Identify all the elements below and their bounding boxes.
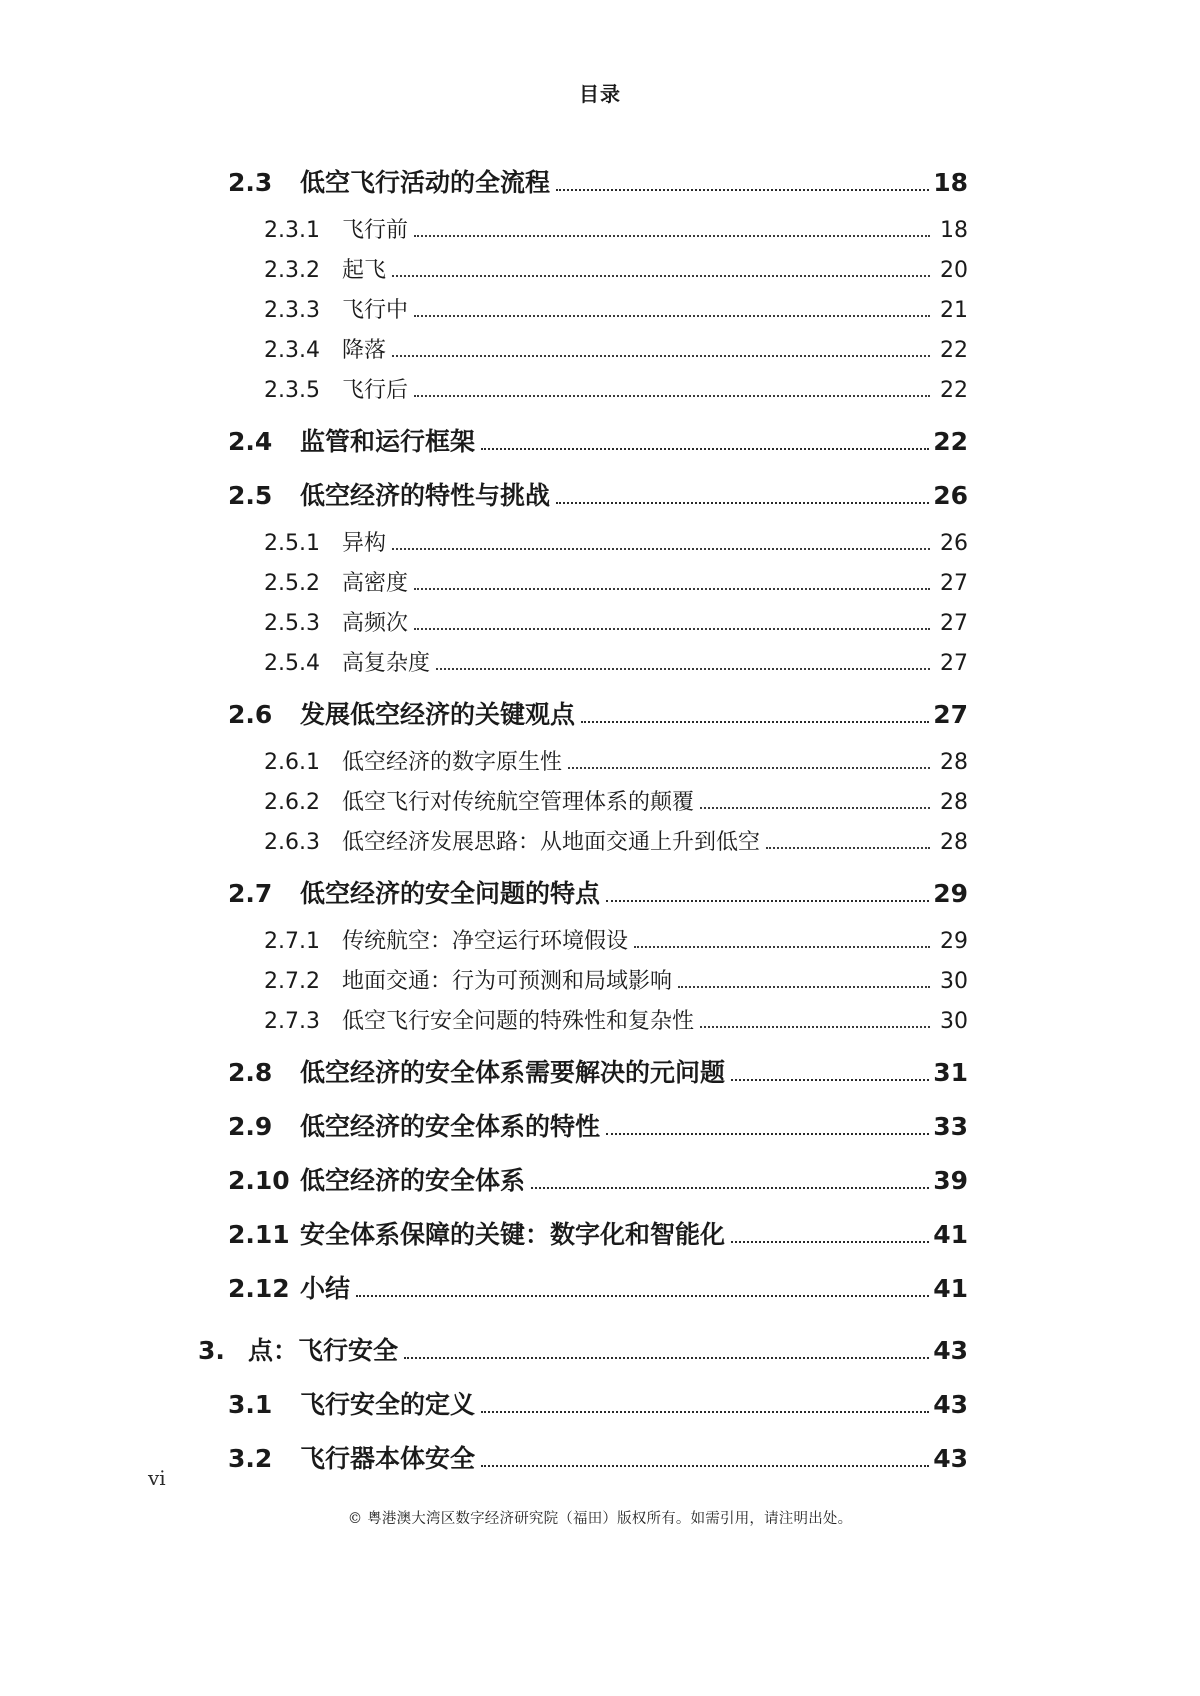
toc-entry[interactable] [228, 1004, 968, 1035]
toc-entry[interactable] [228, 646, 968, 677]
toc-entry[interactable] [228, 695, 968, 731]
toc-entry-page: 29 [940, 929, 968, 954]
toc-entry[interactable] [228, 1053, 968, 1089]
toc-entry-title: 点：飞行安全 [248, 1336, 399, 1365]
toc-entry-number: 2.10 [228, 1166, 290, 1195]
toc-leader-dots [392, 274, 930, 277]
toc-entry-title: 高密度 [342, 571, 409, 596]
toc-entry[interactable] [228, 606, 968, 637]
toc-entry[interactable] [228, 293, 968, 324]
toc-entry[interactable] [228, 785, 968, 816]
toc-entry-number: 3. [198, 1336, 225, 1365]
toc-entry-page: 29 [933, 879, 968, 908]
toc-entry-number: 2.5.1 [264, 531, 320, 556]
toc-entry[interactable] [228, 924, 968, 955]
toc-leader-dots [356, 1294, 929, 1297]
footer-copyright: © 粤港澳大湾区数字经济研究院（福田）版权所有。如需引用，请注明出处。 [347, 1511, 853, 1527]
toc-entry[interactable] [228, 1161, 968, 1197]
toc-leader-dots [414, 234, 930, 237]
toc-entry[interactable] [228, 373, 968, 404]
toc-entry-page: 21 [940, 298, 968, 323]
toc-entry-title: 低空飞行对传统航空管理体系的颠覆 [342, 790, 695, 815]
toc-leader-dots [606, 1132, 929, 1135]
toc-entry-page: 27 [933, 700, 968, 729]
toc-entry-page: 43 [933, 1390, 968, 1419]
toc-leader-dots [414, 314, 930, 317]
toc-leader-dots [700, 806, 930, 809]
toc-leader-dots [678, 985, 930, 988]
toc-leader-dots [414, 394, 930, 397]
toc-entry[interactable] [228, 333, 968, 364]
toc-entry-number: 2.5.3 [264, 611, 320, 636]
toc-entry-title: 传统航空：净空运行环境假设 [342, 929, 629, 954]
toc-leader-dots [531, 1186, 929, 1189]
toc-entry-number: 2.7.3 [264, 1009, 320, 1034]
toc-entry-page: 30 [940, 1009, 968, 1034]
toc-entry-page: 28 [940, 750, 968, 775]
toc-entry-title: 高频次 [342, 611, 409, 636]
toc-entry-page: 18 [940, 218, 968, 243]
toc-entry-title: 低空经济的安全体系需要解决的元问题 [300, 1058, 726, 1087]
toc-entry-number: 2.3 [228, 168, 273, 197]
toc-entry[interactable] [228, 253, 968, 284]
toc-entry-number: 3.1 [228, 1390, 273, 1419]
toc-entry-title: 低空飞行安全问题的特殊性和复杂性 [342, 1009, 695, 1034]
toc-entry-page: 20 [940, 258, 968, 283]
toc-entry-page: 27 [940, 651, 968, 676]
toc-leader-dots [392, 547, 930, 550]
toc-entry-title: 安全体系保障的关键：数字化和智能化 [300, 1220, 726, 1249]
toc-leader-dots [481, 447, 929, 450]
toc-leader-dots [766, 846, 930, 849]
toc-entry-page: 27 [940, 611, 968, 636]
toc-entry-title: 低空经济的安全体系 [300, 1166, 526, 1195]
footer-page-number: vi [148, 1466, 166, 1490]
page-title: 目录 [579, 82, 621, 106]
toc-entry[interactable] [228, 213, 968, 244]
toc-entry-title: 低空经济的安全问题的特点 [300, 879, 601, 908]
toc-entry-number: 2.7.2 [264, 969, 320, 994]
toc-entry[interactable] [228, 964, 968, 995]
toc-leader-dots [700, 1025, 930, 1028]
toc-entry-page: 26 [933, 481, 968, 510]
toc-entry-title: 飞行后 [342, 378, 409, 403]
toc-entry-number: 2.9 [228, 1112, 273, 1141]
toc-entry-title: 飞行前 [342, 218, 409, 243]
toc-entry-title: 高复杂度 [342, 651, 431, 676]
toc-entry-title: 监管和运行框架 [300, 427, 476, 456]
toc-entry-number: 2.5.4 [264, 651, 320, 676]
toc-entry-number: 2.4 [228, 427, 273, 456]
toc-entry-title: 小结 [300, 1274, 351, 1303]
toc-entry-title: 起飞 [342, 258, 387, 283]
toc-entry-title: 飞行中 [342, 298, 409, 323]
toc-entry-title: 飞行器本体安全 [300, 1444, 476, 1473]
toc-entry-page: 31 [933, 1058, 968, 1087]
toc-entry-page: 41 [933, 1274, 968, 1303]
toc-entry-number: 2.6 [228, 700, 273, 729]
toc-entry[interactable] [228, 1215, 968, 1251]
toc-entry-number: 3.2 [228, 1444, 273, 1473]
toc-entry-title: 地面交通：行为可预测和局域影响 [342, 969, 673, 994]
toc-entry-page: 22 [940, 338, 968, 363]
toc-entry[interactable] [228, 745, 968, 776]
toc-entry-title: 降落 [342, 338, 387, 363]
toc-leader-dots [414, 627, 930, 630]
toc-entry-page: 28 [940, 790, 968, 815]
toc-entry[interactable] [228, 476, 968, 512]
toc-entry-page: 43 [933, 1336, 968, 1365]
toc-leader-dots [568, 766, 930, 769]
toc-entry-number: 2.7.1 [264, 929, 320, 954]
toc-entry-page: 33 [933, 1112, 968, 1141]
toc-leader-dots [414, 587, 930, 590]
toc-entry[interactable] [228, 163, 968, 199]
toc-entry-number: 2.3.1 [264, 218, 320, 243]
toc-entry-number: 2.3.2 [264, 258, 320, 283]
toc-entry-page: 27 [940, 571, 968, 596]
toc-entry-title: 低空经济发展思路：从地面交通上升到低空 [342, 830, 761, 855]
toc-entry[interactable] [228, 1107, 968, 1143]
toc-entry-title: 发展低空经济的关键观点 [300, 700, 576, 729]
toc-entry-number: 2.7 [228, 879, 273, 908]
toc-leader-dots [581, 720, 929, 723]
table-of-contents [0, 163, 1200, 1475]
toc-entry-page: 28 [940, 830, 968, 855]
toc-entry-page: 39 [933, 1166, 968, 1195]
toc-entry-title: 低空经济的数字原生性 [342, 750, 563, 775]
toc-entry-number: 2.6.3 [264, 830, 320, 855]
toc-entry-number: 2.5.2 [264, 571, 320, 596]
toc-leader-dots [392, 354, 930, 357]
toc-entry[interactable] [228, 526, 968, 557]
toc-leader-dots [731, 1078, 929, 1081]
toc-leader-dots [556, 501, 929, 504]
toc-entry-number: 2.6.1 [264, 750, 320, 775]
toc-entry-title: 低空经济的特性与挑战 [300, 481, 551, 510]
toc-entry[interactable] [228, 422, 968, 458]
toc-entry[interactable] [228, 1269, 968, 1305]
toc-entry-page: 22 [940, 378, 968, 403]
toc-entry[interactable] [228, 1385, 968, 1421]
toc-entry[interactable] [228, 566, 968, 597]
toc-leader-dots [634, 945, 930, 948]
toc-entry-page: 26 [940, 531, 968, 556]
toc-entry-number: 2.11 [228, 1220, 290, 1249]
toc-entry-number: 2.5 [228, 481, 273, 510]
toc-entry-title: 低空经济的安全体系的特性 [300, 1112, 601, 1141]
toc-leader-dots [606, 899, 929, 902]
toc-leader-dots [556, 188, 929, 191]
toc-entry[interactable] [228, 874, 968, 910]
toc-leader-dots [404, 1356, 929, 1359]
toc-leader-dots [436, 667, 930, 670]
toc-entry-number: 2.3.4 [264, 338, 320, 363]
toc-entry-title: 异构 [342, 531, 387, 556]
toc-entry-page: 41 [933, 1220, 968, 1249]
toc-entry[interactable] [228, 825, 968, 856]
toc-entry-number: 2.12 [228, 1274, 290, 1303]
toc-leader-dots [731, 1240, 929, 1243]
toc-entry-title: 飞行安全的定义 [300, 1390, 476, 1419]
toc-entry-number: 2.6.2 [264, 790, 320, 815]
toc-leader-dots [481, 1410, 929, 1413]
toc-entry-page: 43 [933, 1444, 968, 1473]
toc-entry-number: 2.8 [228, 1058, 273, 1087]
toc-entry-number: 2.3.5 [264, 378, 320, 403]
toc-entry[interactable] [198, 1331, 968, 1367]
toc-leader-dots [481, 1464, 929, 1467]
toc-entry-page: 30 [940, 969, 968, 994]
toc-entry-number: 2.3.3 [264, 298, 320, 323]
toc-entry-page: 22 [933, 427, 968, 456]
toc-entry[interactable] [228, 1439, 968, 1475]
toc-entry-page: 18 [933, 168, 968, 197]
toc-entry-title: 低空飞行活动的全流程 [300, 168, 551, 197]
